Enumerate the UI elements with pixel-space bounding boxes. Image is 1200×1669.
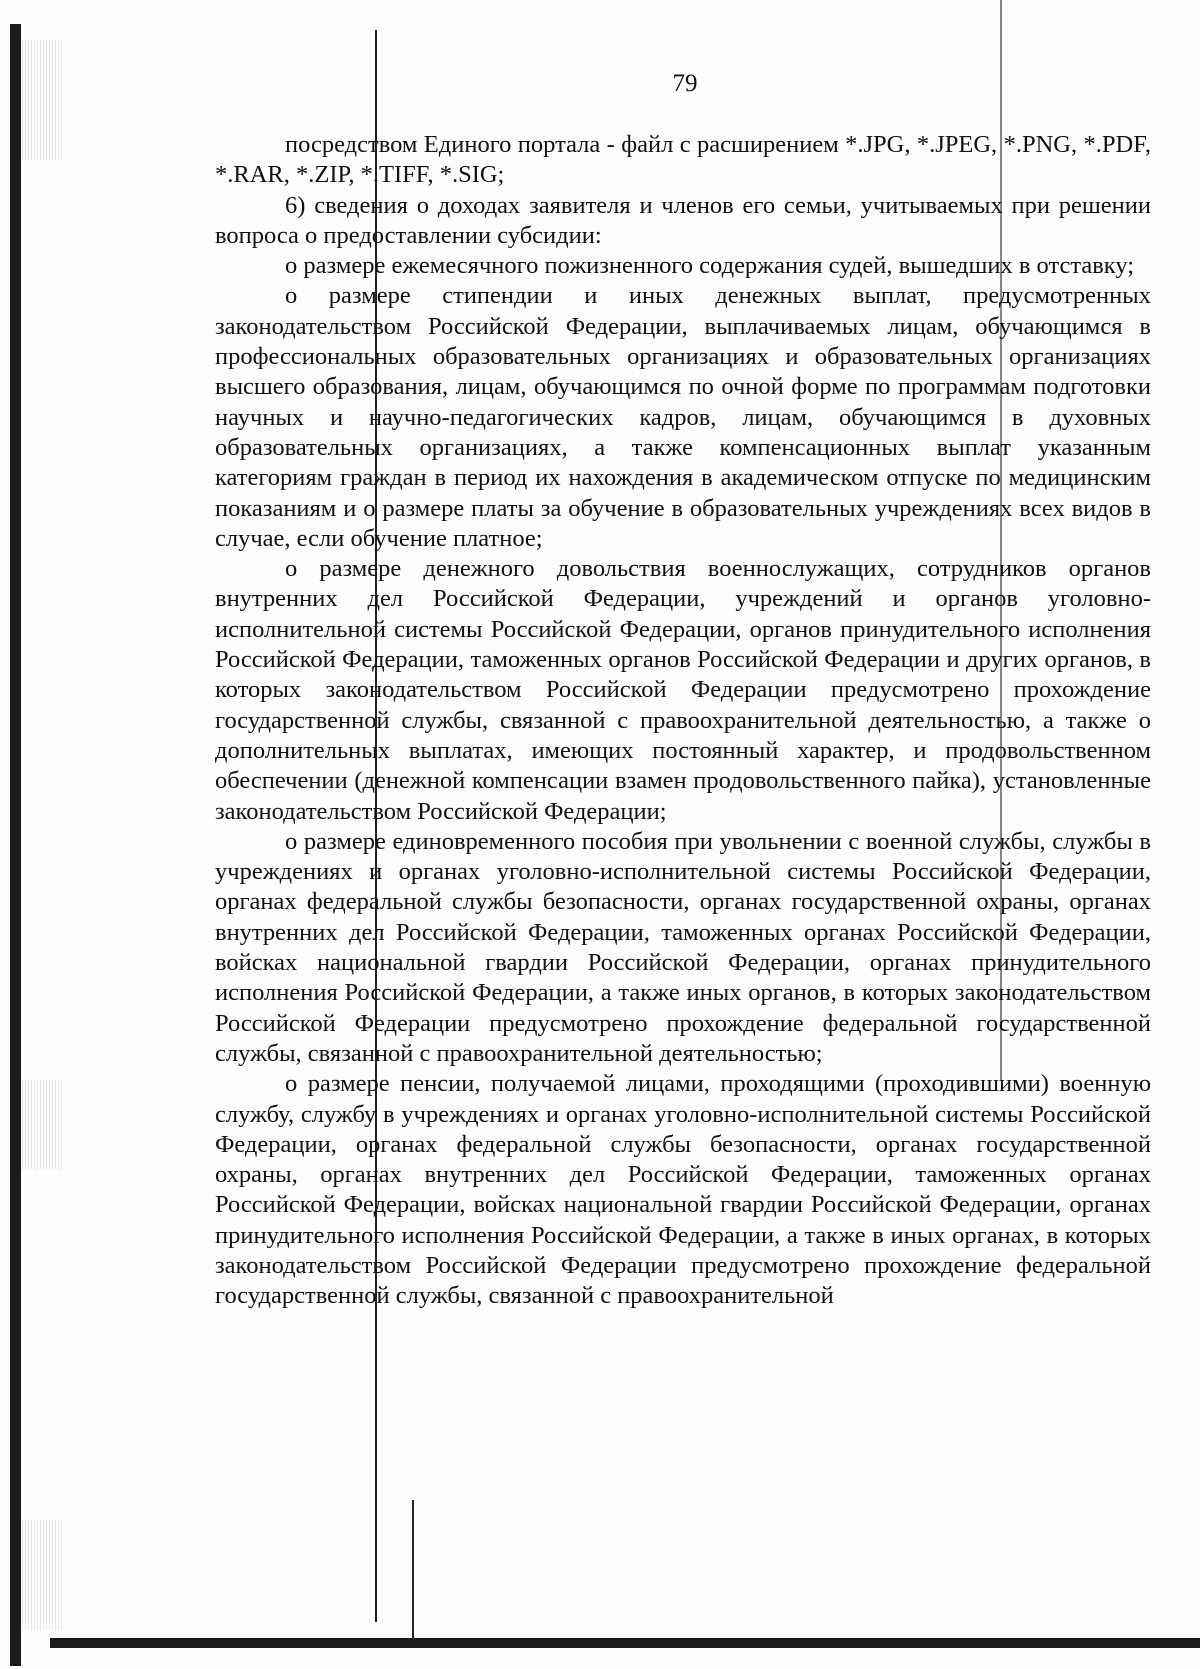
scan-noise bbox=[22, 40, 62, 160]
scan-edge-left bbox=[10, 24, 21, 1666]
document-body bbox=[215, 130, 1151, 1312]
paragraph: о размере ежемесячного пожизненного содержания судей, вышедших в отставку; bbox=[285, 252, 1135, 280]
scan-noise bbox=[22, 1080, 62, 1170]
page-number: 79 bbox=[672, 70, 698, 97]
paragraph: о размере пенсии, получаемой лицами, проходящими (проходившими) военную службу, службу в учреждениях и органах уголовно-исполнительной системы Российской Федерации, органах федеральной службы безопасности, органах государственной охраны, органах внутренних дел Российской Федерации, таможенных органах Российской Федерации, войсках национальной гвардии Российской Федерации, органах принудительного исполнения Российской Федерации, а также в иных органах, в которых законодательством Российской Федерации предусмотрено прохождение федеральной государственной службы, связанной с правоохранительной bbox=[215, 1070, 1151, 1310]
paragraph: о размере денежного довольствия военнослужащих, сотрудников органов внутренних дел Российской Федерации, учреждений и органов уголовно-исполнительной системы Российской Федерации, органов принудительного исполнения Российской Федерации, таможенных органов Российской Федерации и других органов, в которых законодательством Российской Федерации предусмотрено прохождение государственной службы, связанной с правоохранительной деятельностью, а также о дополнительных выплатах, имеющих постоянный характер, и продовольственном обеспечении (денежной компенсации взамен продовольственного пайка), установленные законодательством Российской Федерации; bbox=[215, 555, 1151, 825]
scan-edge-bottom bbox=[50, 1638, 1200, 1648]
paragraph: о размере единовременного пособия при увольнении с военной службы, службы в учреждениях и органах уголовно-исполнительной системы Российской Федерации, органах федеральной службы безопасности, органах государственной охраны, органах внутренних дел Российской Федерации, таможенных органах Российской Федерации, войсках национальной гвардии Российской Федерации, органах принудительного исполнения Российской Федерации, а также иных органов, в которых законодательством Российской Федерации предусмотрено прохождение федеральной государственной службы, связанной с правоохранительной деятельностью; bbox=[215, 827, 1151, 1067]
scan-fold-line bbox=[412, 1500, 414, 1640]
paragraph: о размере стипендии и иных денежных выплат, предусмотренных законодательством Российской Федерации, выплачиваемых лицам, обучающимся в профессиональных образовательных организациях и образовательных организациях высшего образования, лицам, обучающимся по очной форме по программам подготовки научных и научно-педагогических кадров, лицам, обучающимся в духовных образовательных организациях, а также компенсационных выплат указанным категориям граждан в период их нахождения в академическом отпуске по медицинским показаниям и о размере платы за обучение в образовательных учреждениях всех видов в случае, если обучение платное; bbox=[215, 282, 1151, 552]
scan-noise bbox=[22, 1520, 62, 1630]
paragraph: 6) сведения о доходах заявителя и членов его семьи, учитываемых при решении вопроса о предоставлении субсидии: bbox=[215, 191, 1151, 249]
paragraph: посредством Единого портала - файл с расширением *.JPG, *.JPEG, *.PNG, *.PDF, *.RAR, *.ZIP, *.TIFF, *.SIG; bbox=[215, 131, 1151, 189]
